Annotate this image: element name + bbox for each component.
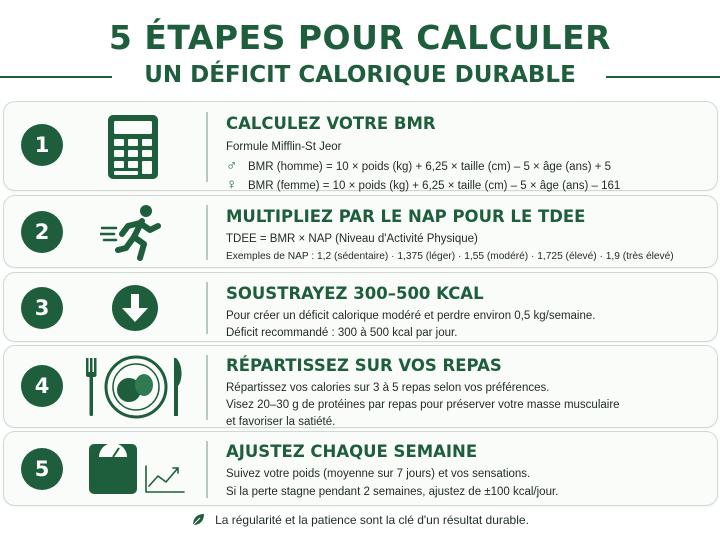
step-line: Exemples de NAP : 1,2 (sédentaire) · 1,375 (léger) · 1,55 (modéré) · 1,725 (élevé) · 1,9 (très élevé) <box>226 251 674 262</box>
step-line: ♀ BMR (femme) = 10 × poids (kg) + 6,25 × taille (cm) – 5 × âge (ans) – 161 <box>226 176 621 193</box>
step-number-badge: 4 <box>21 365 63 407</box>
male-symbol-icon: ♂ <box>226 157 238 174</box>
leaf-icon <box>191 513 205 527</box>
female-symbol-icon: ♀ <box>226 176 238 193</box>
step-number-badge: 3 <box>21 287 63 329</box>
step-heading: SOUSTRAYEZ 300–500 KCAL <box>226 284 484 303</box>
step-line: TDEE = BMR × NAP (Niveau d'Activité Physique) <box>226 233 478 245</box>
step-heading: MULTIPLIEZ PAR LE NAP POUR LE TDEE <box>226 207 586 226</box>
step-card-4 <box>3 345 718 428</box>
step-divider <box>206 205 208 260</box>
plate-fork-knife-icon <box>84 354 188 425</box>
down-arrow-circle-icon <box>111 284 159 337</box>
step-number-badge: 2 <box>21 211 63 253</box>
step-heading: AJUSTEZ CHAQUE SEMAINE <box>226 442 478 461</box>
step-card-1 <box>3 101 718 191</box>
scale-and-trend-chart-icon <box>88 442 188 503</box>
step-heading: RÉPARTISSEZ SUR VOS REPAS <box>226 356 502 375</box>
page-subtitle: UN DÉFICIT CALORIQUE DURABLE <box>144 62 576 88</box>
title-rule-right <box>606 76 720 78</box>
calculator-icon <box>107 114 159 185</box>
step-number-badge: 5 <box>21 448 63 490</box>
step-line: Suivez votre poids (moyenne sur 7 jours) et vos sensations. <box>226 468 531 480</box>
step-line: et favoriser la satiété. <box>226 416 336 428</box>
step-line: Répartissez vos calories sur 3 à 5 repas selon vos préférences. <box>226 382 550 394</box>
step-card-2 <box>3 195 718 268</box>
step-card-3 <box>3 272 718 342</box>
subtitle-row <box>0 62 720 90</box>
step-divider <box>206 355 208 420</box>
step-card-5 <box>3 431 718 506</box>
step-divider <box>206 282 208 334</box>
footer-text: La régularité et la patience sont la clé d'un résultat durable. <box>215 513 529 527</box>
step-line: Visez 20–30 g de protéines par repas pour préserver votre masse musculaire <box>226 399 620 411</box>
footer-note <box>0 513 720 527</box>
step-line: Déficit recommandé : 300 à 500 kcal par jour. <box>226 327 458 339</box>
page-title: 5 ÉTAPES POUR CALCULER <box>108 18 612 57</box>
step-line: Pour créer un déficit calorique modéré et perdre environ 0,5 kg/semaine. <box>226 310 596 322</box>
running-person-icon <box>100 204 166 267</box>
step-heading: CALCULEZ VOTRE BMR <box>226 114 436 133</box>
step-line: Si la perte stagne pendant 2 semaines, ajustez de ±100 kcal/jour. <box>226 486 559 498</box>
step-line: ♂ BMR (homme) = 10 × poids (kg) + 6,25 × taille (cm) – 5 × âge (ans) + 5 <box>226 157 612 174</box>
step-number-badge: 1 <box>21 124 63 166</box>
step-line: Formule Mifflin-St Jeor <box>226 141 342 153</box>
step-divider <box>206 112 208 182</box>
step-divider <box>206 441 208 498</box>
